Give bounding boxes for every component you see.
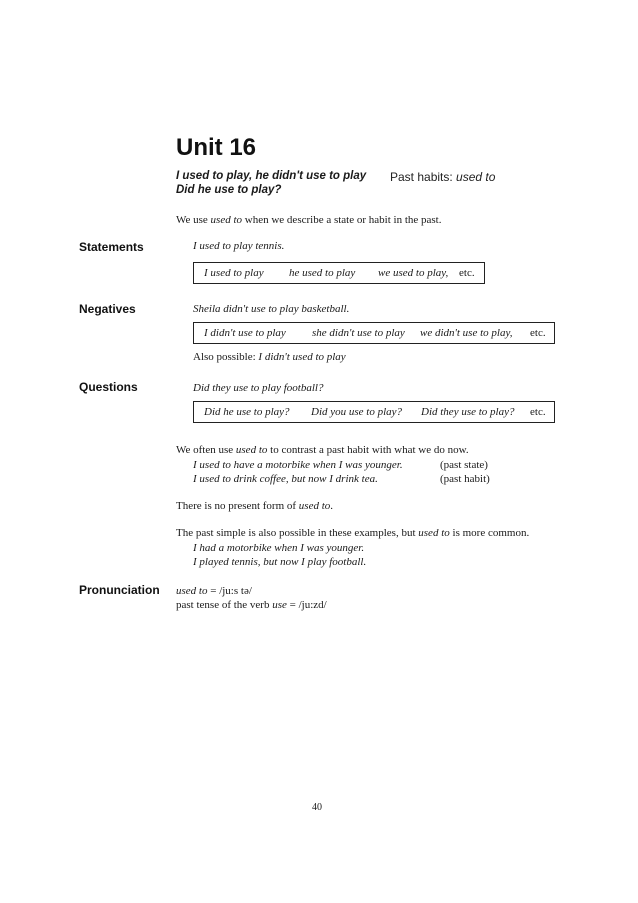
topic-label-term: used to	[456, 170, 496, 184]
negatives-example: Sheila didn't use to play basketball.	[193, 303, 350, 315]
negatives-also-prefix: Also possible:	[193, 351, 259, 363]
past-simple-after: is more common.	[449, 527, 530, 539]
statements-box-item: he used to play	[289, 267, 356, 279]
page-number: 40	[312, 802, 322, 813]
past-simple-before: The past simple is also possible in these examples, but	[176, 527, 419, 539]
contrast-example: I used to drink coffee, but now I drink tea.	[193, 473, 378, 485]
statements-example: I used to play tennis.	[193, 240, 285, 252]
questions-example: Did they use to play football?	[193, 382, 324, 394]
no-present-before: There is no present form of	[176, 500, 299, 512]
statements-box-item: we used to play,	[378, 267, 449, 279]
heading-negatives: Negatives	[79, 302, 136, 316]
intro-term: used to	[210, 214, 243, 226]
contrast-example: I used to have a motorbike when I was younger.	[193, 459, 403, 471]
no-present-sentence	[176, 500, 333, 512]
contrast-after: to contrast a past habit with what we do now.	[267, 444, 469, 456]
no-present-after: .	[330, 500, 334, 512]
contrast-note: (past state)	[440, 459, 488, 471]
negatives-box-etc: etc.	[530, 327, 546, 339]
topic-label-text: Past habits:	[390, 170, 457, 184]
negatives-box-item: we didn't use to play,	[420, 327, 513, 339]
negatives-box	[193, 322, 555, 344]
intro-sentence	[176, 214, 442, 226]
pronunciation-term: used to	[176, 585, 208, 597]
contrast-note: (past habit)	[440, 473, 490, 485]
contrast-before: We often use	[176, 444, 236, 456]
questions-box-item: Did you use to play?	[311, 406, 403, 418]
questions-box-etc: etc.	[530, 406, 546, 418]
unit-title: Unit 16	[176, 134, 257, 161]
pronunciation-line-1	[176, 585, 252, 597]
intro-after: when we describe a state or habit in the past.	[242, 214, 442, 226]
statements-box	[193, 262, 485, 284]
questions-box-item: Did he use to play?	[204, 406, 290, 418]
no-present-term: used to	[298, 500, 331, 512]
heading-statements: Statements	[79, 240, 144, 254]
pronunciation-ipa-2: = /ju:zd/	[286, 599, 327, 611]
negatives-also-example: I didn't used to play	[258, 351, 346, 363]
heading-pronunciation: Pronunciation	[79, 583, 160, 597]
contrast-term: used to	[235, 444, 268, 456]
past-simple-example: I had a motorbike when I was younger.	[193, 542, 365, 554]
negatives-box-item: I didn't use to play	[204, 327, 286, 339]
negatives-also	[193, 351, 346, 363]
past-simple-example: I played tennis, but now I play football.	[193, 556, 367, 568]
topic-label	[390, 170, 495, 184]
statements-box-item: I used to play	[204, 267, 264, 279]
statements-box-etc: etc.	[459, 267, 475, 279]
pronunciation-line-2-before: past tense of the verb	[176, 599, 273, 611]
subtitle-line-1: I used to play, he didn't use to play	[176, 170, 367, 182]
pronunciation-line-2	[176, 599, 327, 611]
pronunciation-ipa: = /ju:s tə/	[207, 585, 252, 597]
contrast-sentence	[176, 444, 469, 456]
negatives-box-item: she didn't use to play	[312, 327, 405, 339]
subtitle-line-2: Did he use to play?	[176, 184, 282, 196]
pronunciation-verb: use	[272, 599, 287, 611]
past-simple-sentence	[176, 527, 529, 539]
questions-box	[193, 401, 555, 423]
intro-before: We use	[176, 214, 211, 226]
past-simple-term: used to	[418, 527, 450, 539]
questions-box-item: Did they use to play?	[421, 406, 515, 418]
heading-questions: Questions	[79, 380, 138, 394]
